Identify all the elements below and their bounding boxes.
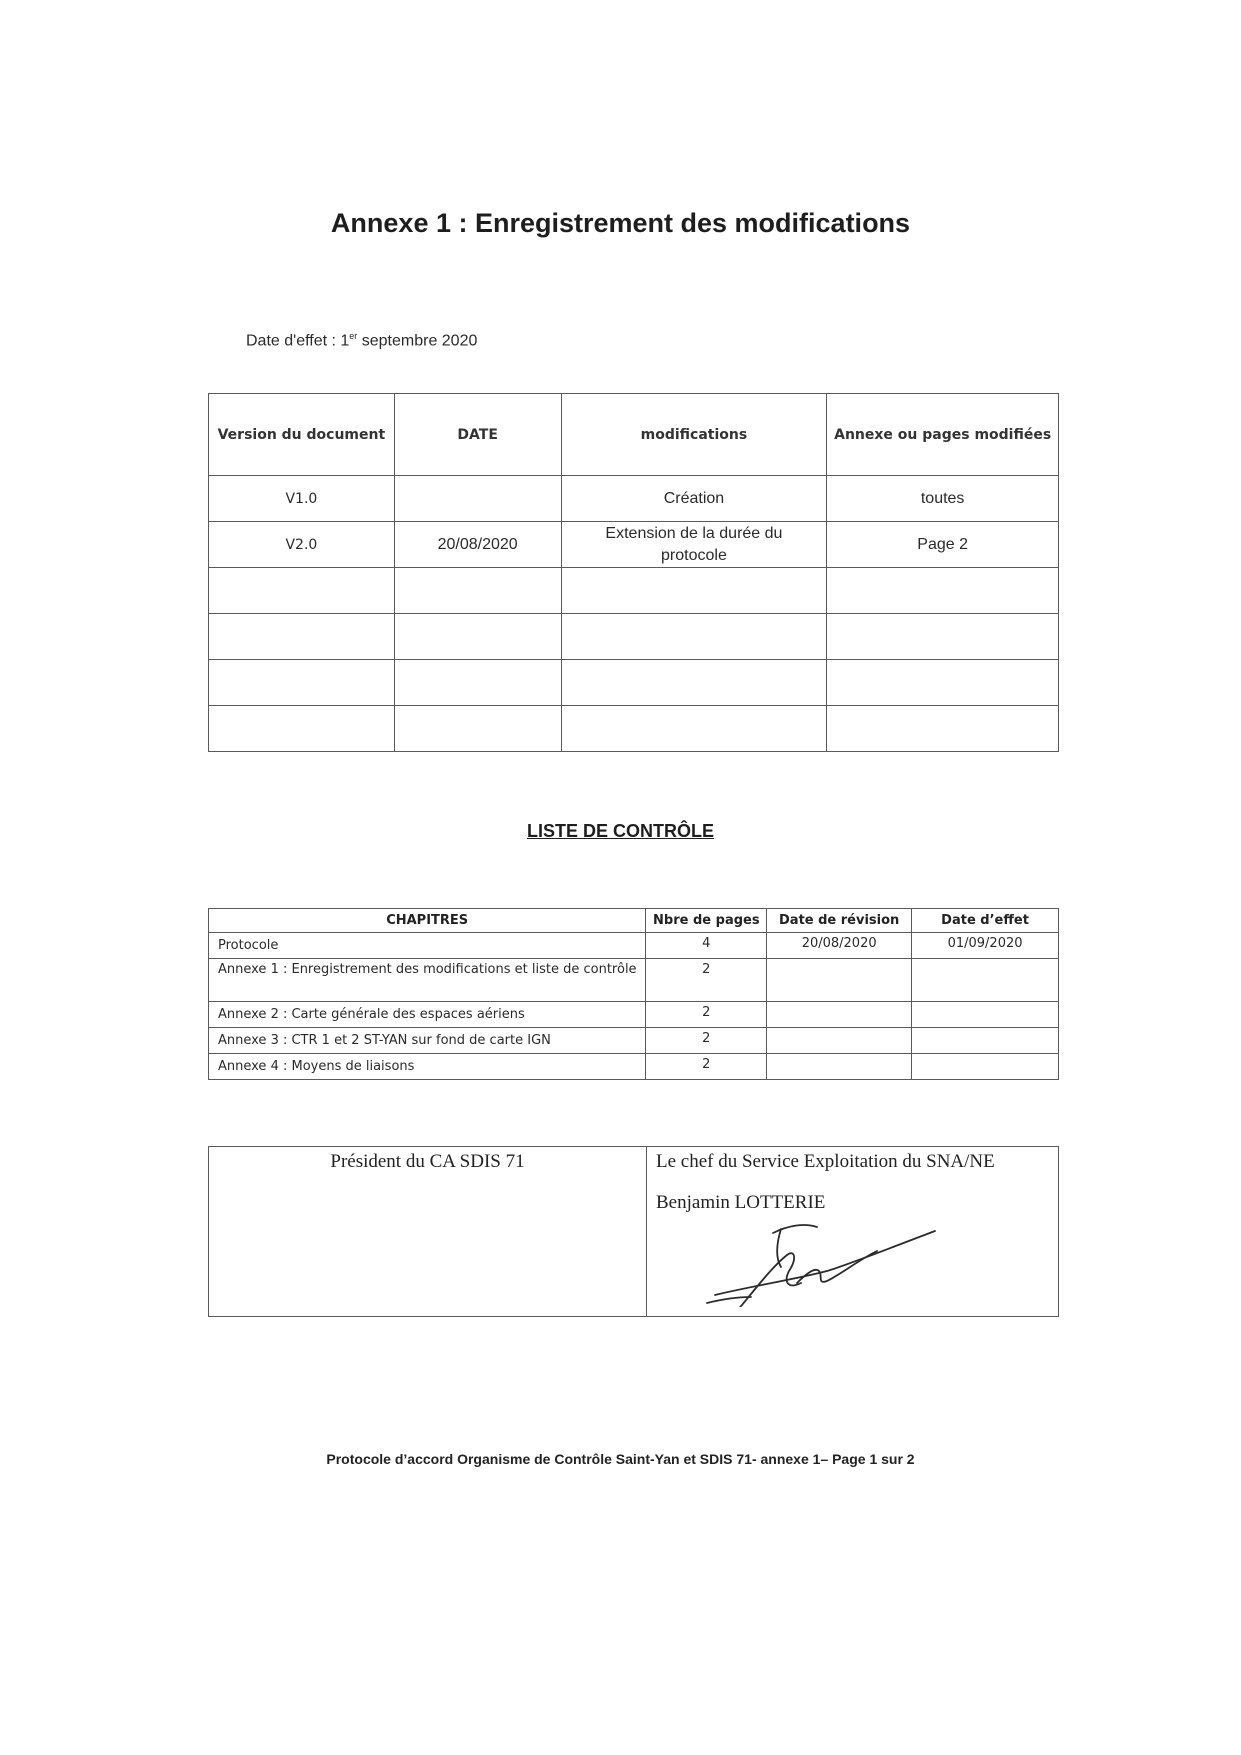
effect-date-prefix: Date d'effet : 1 [246,332,350,350]
cell-modification: Extension de la durée du protocole [561,522,827,568]
cell-version: V1.0 [209,476,395,522]
empty-cell [394,660,561,706]
empty-cell [561,568,827,614]
table-row [209,933,1059,959]
page-footer: Protocole d’accord Organisme de Contrôle Saint-Yan et SDIS 71- annexe 1– Page 1 sur 2 [326,1451,915,1467]
cell-date [394,476,561,522]
cell-revision-date: 20/08/2020 [767,933,912,959]
cell-chapter: Annexe 3 : CTR 1 et 2 ST-YAN sur fond de carte IGN [209,1028,646,1054]
cell-page-count: 2 [646,1054,767,1080]
signature-row [209,1147,1059,1317]
table-row [209,1002,1059,1028]
header-pages: Annexe ou pages modifiées [827,394,1059,476]
cell-effect-date [912,1054,1059,1080]
cell-pages: Page 2 [827,522,1059,568]
cell-version: V2.0 [209,522,395,568]
effect-date-sup: er [349,331,358,341]
header-date: DATE [394,394,561,476]
empty-cell [561,660,827,706]
empty-cell [827,660,1059,706]
empty-cell [209,706,395,752]
right-signatory-name: Benjamin LOTTERIE [656,1192,826,1213]
table-row [209,1028,1059,1054]
table-header-row [209,909,1059,933]
empty-cell [394,706,561,752]
handwritten-signature [677,1187,967,1307]
header-page-count: Nbre de pages [646,909,767,933]
cell-effect-date: 01/09/2020 [912,933,1059,959]
table-row [209,522,1059,568]
header-modifications: modifications [561,394,827,476]
empty-cell [209,614,395,660]
cell-date: 20/08/2020 [394,522,561,568]
header-version: Version du document [209,394,395,476]
cell-chapter: Annexe 4 : Moyens de liaisons [209,1054,646,1080]
table-row [209,1054,1059,1080]
cell-revision-date [767,1054,912,1080]
cell-modification: Création [561,476,827,522]
table-row [209,959,1059,1002]
cell-effect-date [912,1028,1059,1054]
signature-table [208,1146,1059,1317]
control-list-title: LISTE DE CONTRÔLE [526,821,714,841]
table-row-empty [209,568,1059,614]
cell-pages: toutes [827,476,1059,522]
left-signatory-title: Président du CA SDIS 71 [330,1151,525,1172]
effect-date [246,331,477,350]
cell-chapter: Annexe 2 : Carte générale des espaces aériens [209,1002,646,1028]
right-signatory-title: Le chef du Service Exploitation du SNA/NE [656,1151,995,1172]
effect-date-suffix: septembre 2020 [357,332,478,350]
header-effect-date: Date d’effet [912,909,1059,933]
cell-chapter: Protocole [209,933,646,959]
empty-cell [561,706,827,752]
table-header-row [209,394,1059,476]
right-signatory [647,1147,1059,1317]
table-row-empty [209,660,1059,706]
cell-chapter: Annexe 1 : Enregistrement des modifications et liste de contrôle [209,959,646,1002]
modifications-table [208,393,1059,752]
left-signatory [209,1147,647,1317]
cell-effect-date [912,1002,1059,1028]
header-revision-date: Date de révision [767,909,912,933]
empty-cell [827,614,1059,660]
empty-cell [561,614,827,660]
empty-cell [209,568,395,614]
table-row [209,476,1059,522]
table-row-empty [209,706,1059,752]
empty-cell [209,660,395,706]
empty-cell [827,568,1059,614]
cell-effect-date [912,959,1059,1002]
cell-page-count: 2 [646,1002,767,1028]
page-title: Annexe 1 : Enregistrement des modifications [330,208,911,238]
cell-revision-date [767,1002,912,1028]
header-chapters: CHAPITRES [209,909,646,933]
empty-cell [394,614,561,660]
cell-revision-date [767,959,912,1002]
table-row-empty [209,614,1059,660]
empty-cell [827,706,1059,752]
cell-page-count: 4 [646,933,767,959]
cell-page-count: 2 [646,1028,767,1054]
cell-page-count: 2 [646,959,767,1002]
control-list-table [208,908,1059,1080]
cell-revision-date [767,1028,912,1054]
empty-cell [394,568,561,614]
